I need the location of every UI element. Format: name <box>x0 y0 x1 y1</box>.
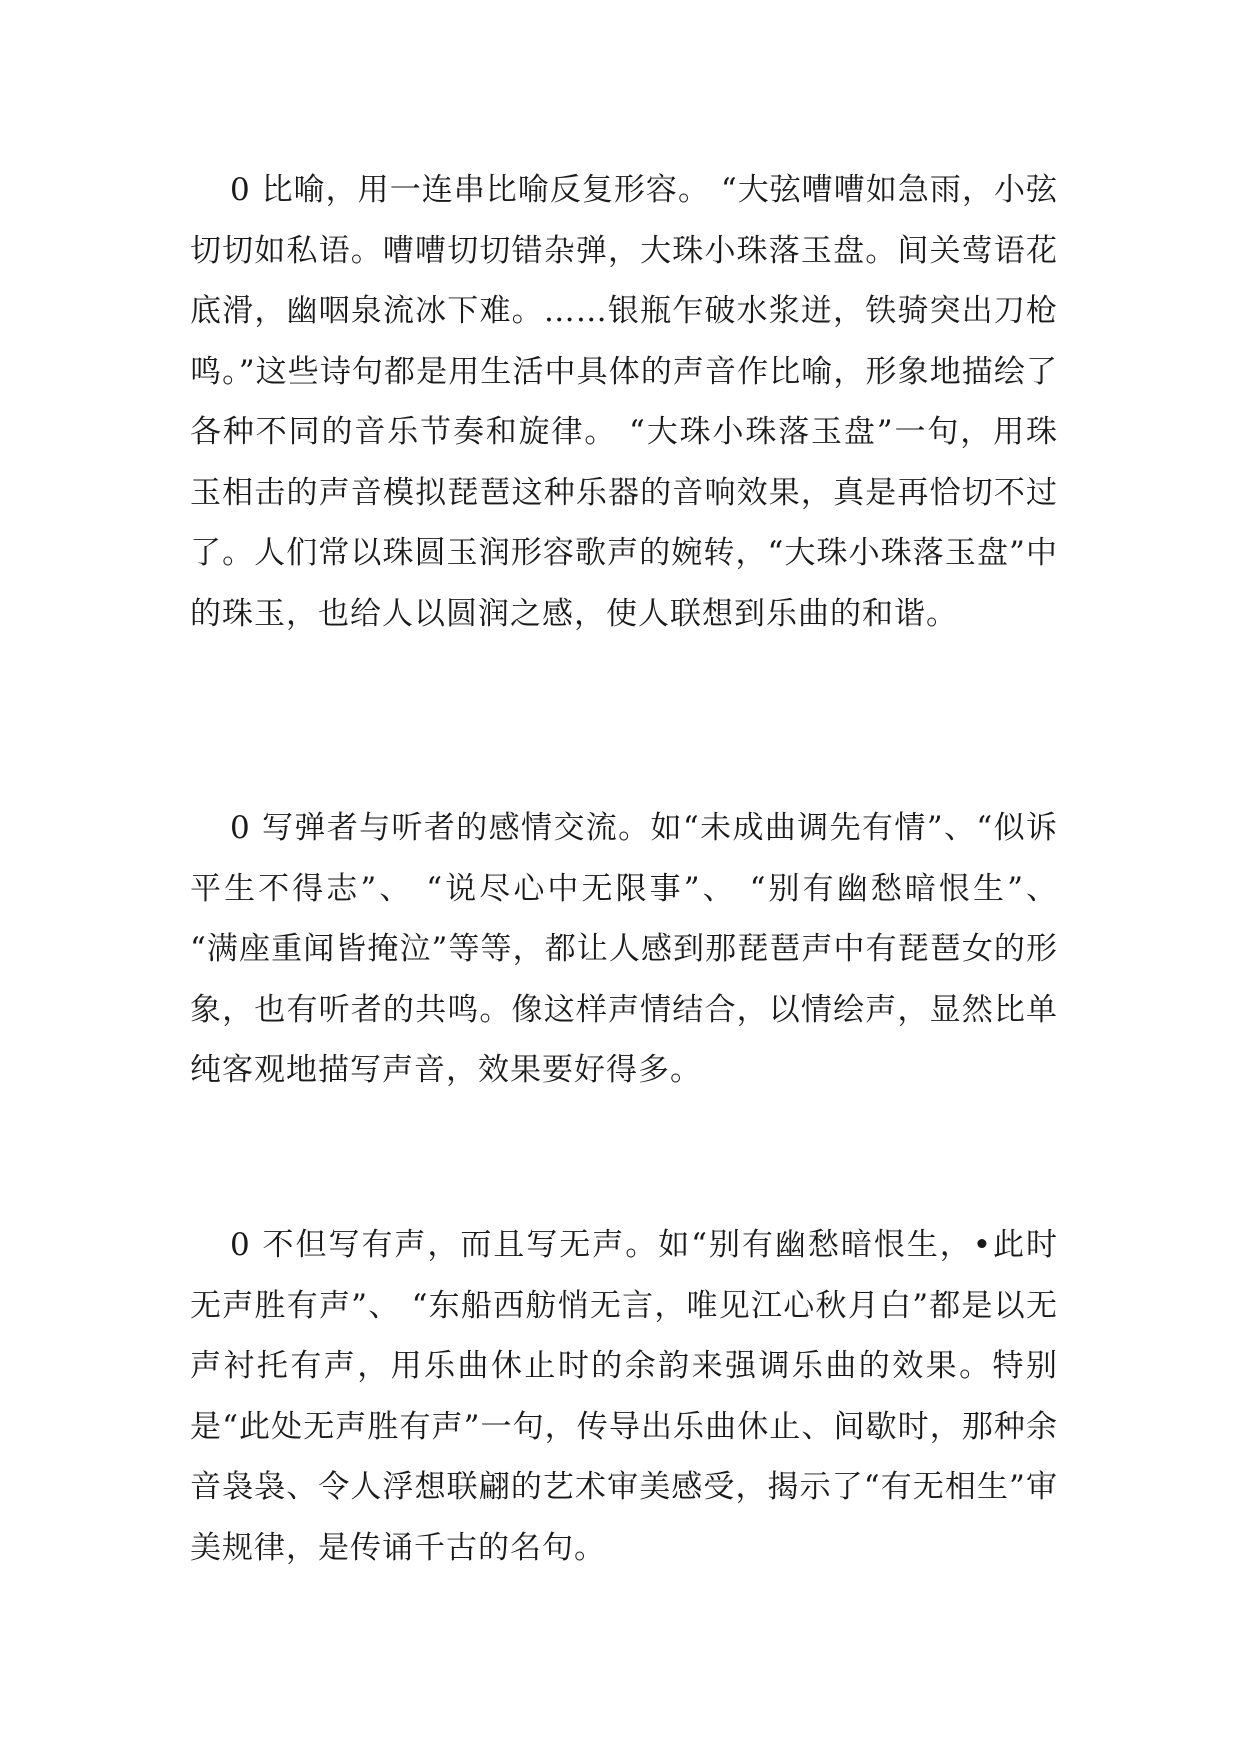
paragraph-emotion-exchange: 0 写弹者与听者的感情交流。如“未成曲调先有情”、“似诉平生不得志”、 “说尽心中无限事”、 “别有幽愁暗恨生”、 “满座重闻皆掩泣”等等，都让人感到那琵琶声中有琵琶女的形象，也有听者的共鸣。像这样声情结合，以情绘声，显然比单纯客观地描写声音，效果要好得多。 <box>190 810 1058 1088</box>
paragraph-silence: 0 不但写有声，而且写无声。如“别有幽愁暗恨生，•此时无声胜有声”、 “东船西舫悄无言，唯见江心秋月白”都是以无声衬托有声，用乐曲休止时的余韵来强调乐曲的效果。特别是“此处无声胜有声”一句，传导出乐曲休止、间歇时，那种余音袅袅、令人浮想联翩的艺术审美感受，揭示了“有无相生”审美规律，是传诵千古的名句。 <box>190 1227 1058 1566</box>
paragraph-metaphor: 0 比喻，用一连串比喻反复形容。 “大弦嘈嘈如急雨，小弦切切如私语。嘈嘈切切错杂弹，大珠小珠落玉盘。间关莺语花底滑，幽咽泉流冰下难。……银瓶乍破水浆迸，铁骑突出刀枪鸣。”这些诗句都是用生活中具体的声音作比喻，形象地描绘了各种不同的音乐节奏和旋律。 “大珠小珠落玉盘”一句，用珠玉相击的声音模拟琵琶这种乐器的音响效果，真是再恰切不过了。人们常以珠圆玉润形容歌声的婉转，“大珠小珠落玉盘”中的珠玉，也给人以圆润之感，使人联想到乐曲的和谐。 <box>190 172 1058 632</box>
